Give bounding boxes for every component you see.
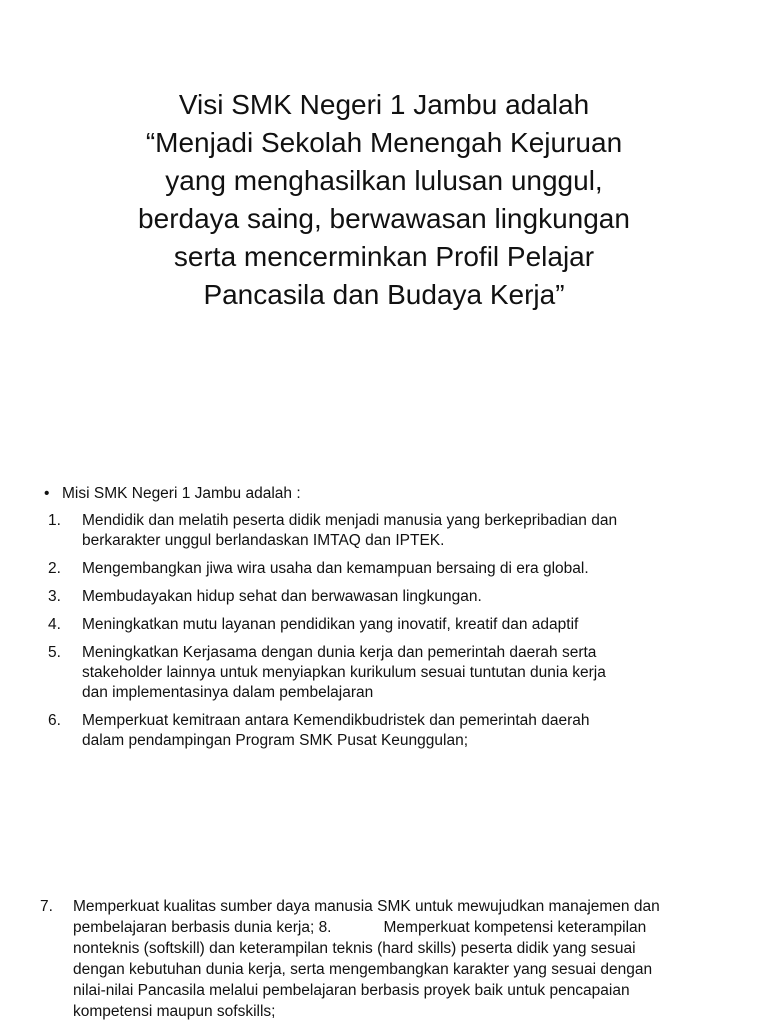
visi-line: berdaya saing, berwawasan lingkungan <box>138 203 630 234</box>
list-item-line: dalam pendampingan Program SMK Pusat Keunggulan; <box>82 732 469 749</box>
list-item-line: nilai-nilai Pancasila melalui pembelajaran berbasis proyek baik untuk pencapaian <box>73 982 630 999</box>
list-item-text <box>82 587 724 607</box>
misi-item-7 <box>40 896 750 1022</box>
list-item-line: dan implementasinya dalam pembelajaran <box>82 684 374 701</box>
visi-line: serta mencerminkan Profil Pelajar <box>173 241 595 272</box>
list-item-number: 2. <box>48 560 61 577</box>
list-item-number: 6. <box>48 712 61 729</box>
list-item <box>44 643 724 703</box>
list-item-line: Membudayakan hidup sehat dan berwawasan lingkungan. <box>82 588 482 605</box>
list-item-number: 4. <box>48 616 61 633</box>
list-item-line: stakeholder lainnya untuk menyiapkan kurikulum sesuai tuntutan dunia kerja <box>82 664 606 681</box>
list-item <box>44 587 724 607</box>
list-item-line: Mengembangkan jiwa wira usaha dan kemampuan bersaing di era global. <box>82 560 589 577</box>
list-item-line: Memperkuat kemitraan antara Kemendikbudristek dan pemerintah daerah <box>82 712 590 729</box>
list-item-line: berkarakter unggul berlandaskan IMTAQ dan IPTEK. <box>82 532 445 549</box>
misi-intro-text: Misi SMK Negeri 1 Jambu adalah : <box>62 485 301 502</box>
list-item-text <box>82 615 724 635</box>
list-item-line-part: pembelajaran berbasis dunia kerja; 8. <box>73 919 332 936</box>
list-item-line: dengan kebutuhan dunia kerja, serta mengembangkan karakter yang sesuai dengan <box>73 961 653 978</box>
visi-line: “Menjadi Sekolah Menengah Kejuruan <box>145 127 623 158</box>
list-item-line: Meningkatkan Kerjasama dengan dunia kerja dan pemerintah daerah serta <box>82 644 597 661</box>
list-item <box>44 511 724 551</box>
list-item-number: 3. <box>48 588 61 605</box>
misi-section <box>44 484 724 759</box>
list-item-number: 5. <box>48 644 61 661</box>
list-item-number: 7. <box>40 898 53 915</box>
list-item-line: kompetensi maupun sofskills; <box>73 1003 276 1020</box>
list-item-text <box>73 896 660 1022</box>
list-item-text <box>82 643 724 703</box>
list-item-text <box>82 559 724 579</box>
list-item-line <box>73 917 660 938</box>
list-item <box>44 615 724 635</box>
list-item <box>44 559 724 579</box>
list-item-line: Memperkuat kualitas sumber daya manusia SMK untuk mewujudkan manajemen dan <box>73 898 660 915</box>
list-item-line: Meningkatkan mutu layanan pendidikan yang inovatif, kreatif dan adaptif <box>82 616 579 633</box>
visi-line: Visi SMK Negeri 1 Jambu adalah <box>178 89 590 120</box>
visi-line: Pancasila dan Budaya Kerja” <box>203 279 565 310</box>
list-item-text <box>82 511 724 551</box>
list-item-number: 1. <box>48 512 61 529</box>
bullet-icon: • <box>44 485 50 502</box>
misi-list <box>44 511 724 751</box>
list-item-line-part: Memperkuat kompetensi keterampilan <box>383 919 647 936</box>
list-item <box>44 711 724 751</box>
list-item-text <box>82 711 724 751</box>
visi-statement <box>84 86 684 314</box>
misi-intro <box>44 484 724 504</box>
list-item-line: Mendidik dan melatih peserta didik menjadi manusia yang berkepribadian dan <box>82 512 618 529</box>
list-item-line: nonteknis (softskill) dan keterampilan teknis (hard skills) peserta didik yang sesuai <box>73 940 636 957</box>
visi-line: yang menghasilkan lulusan unggul, <box>165 165 603 196</box>
